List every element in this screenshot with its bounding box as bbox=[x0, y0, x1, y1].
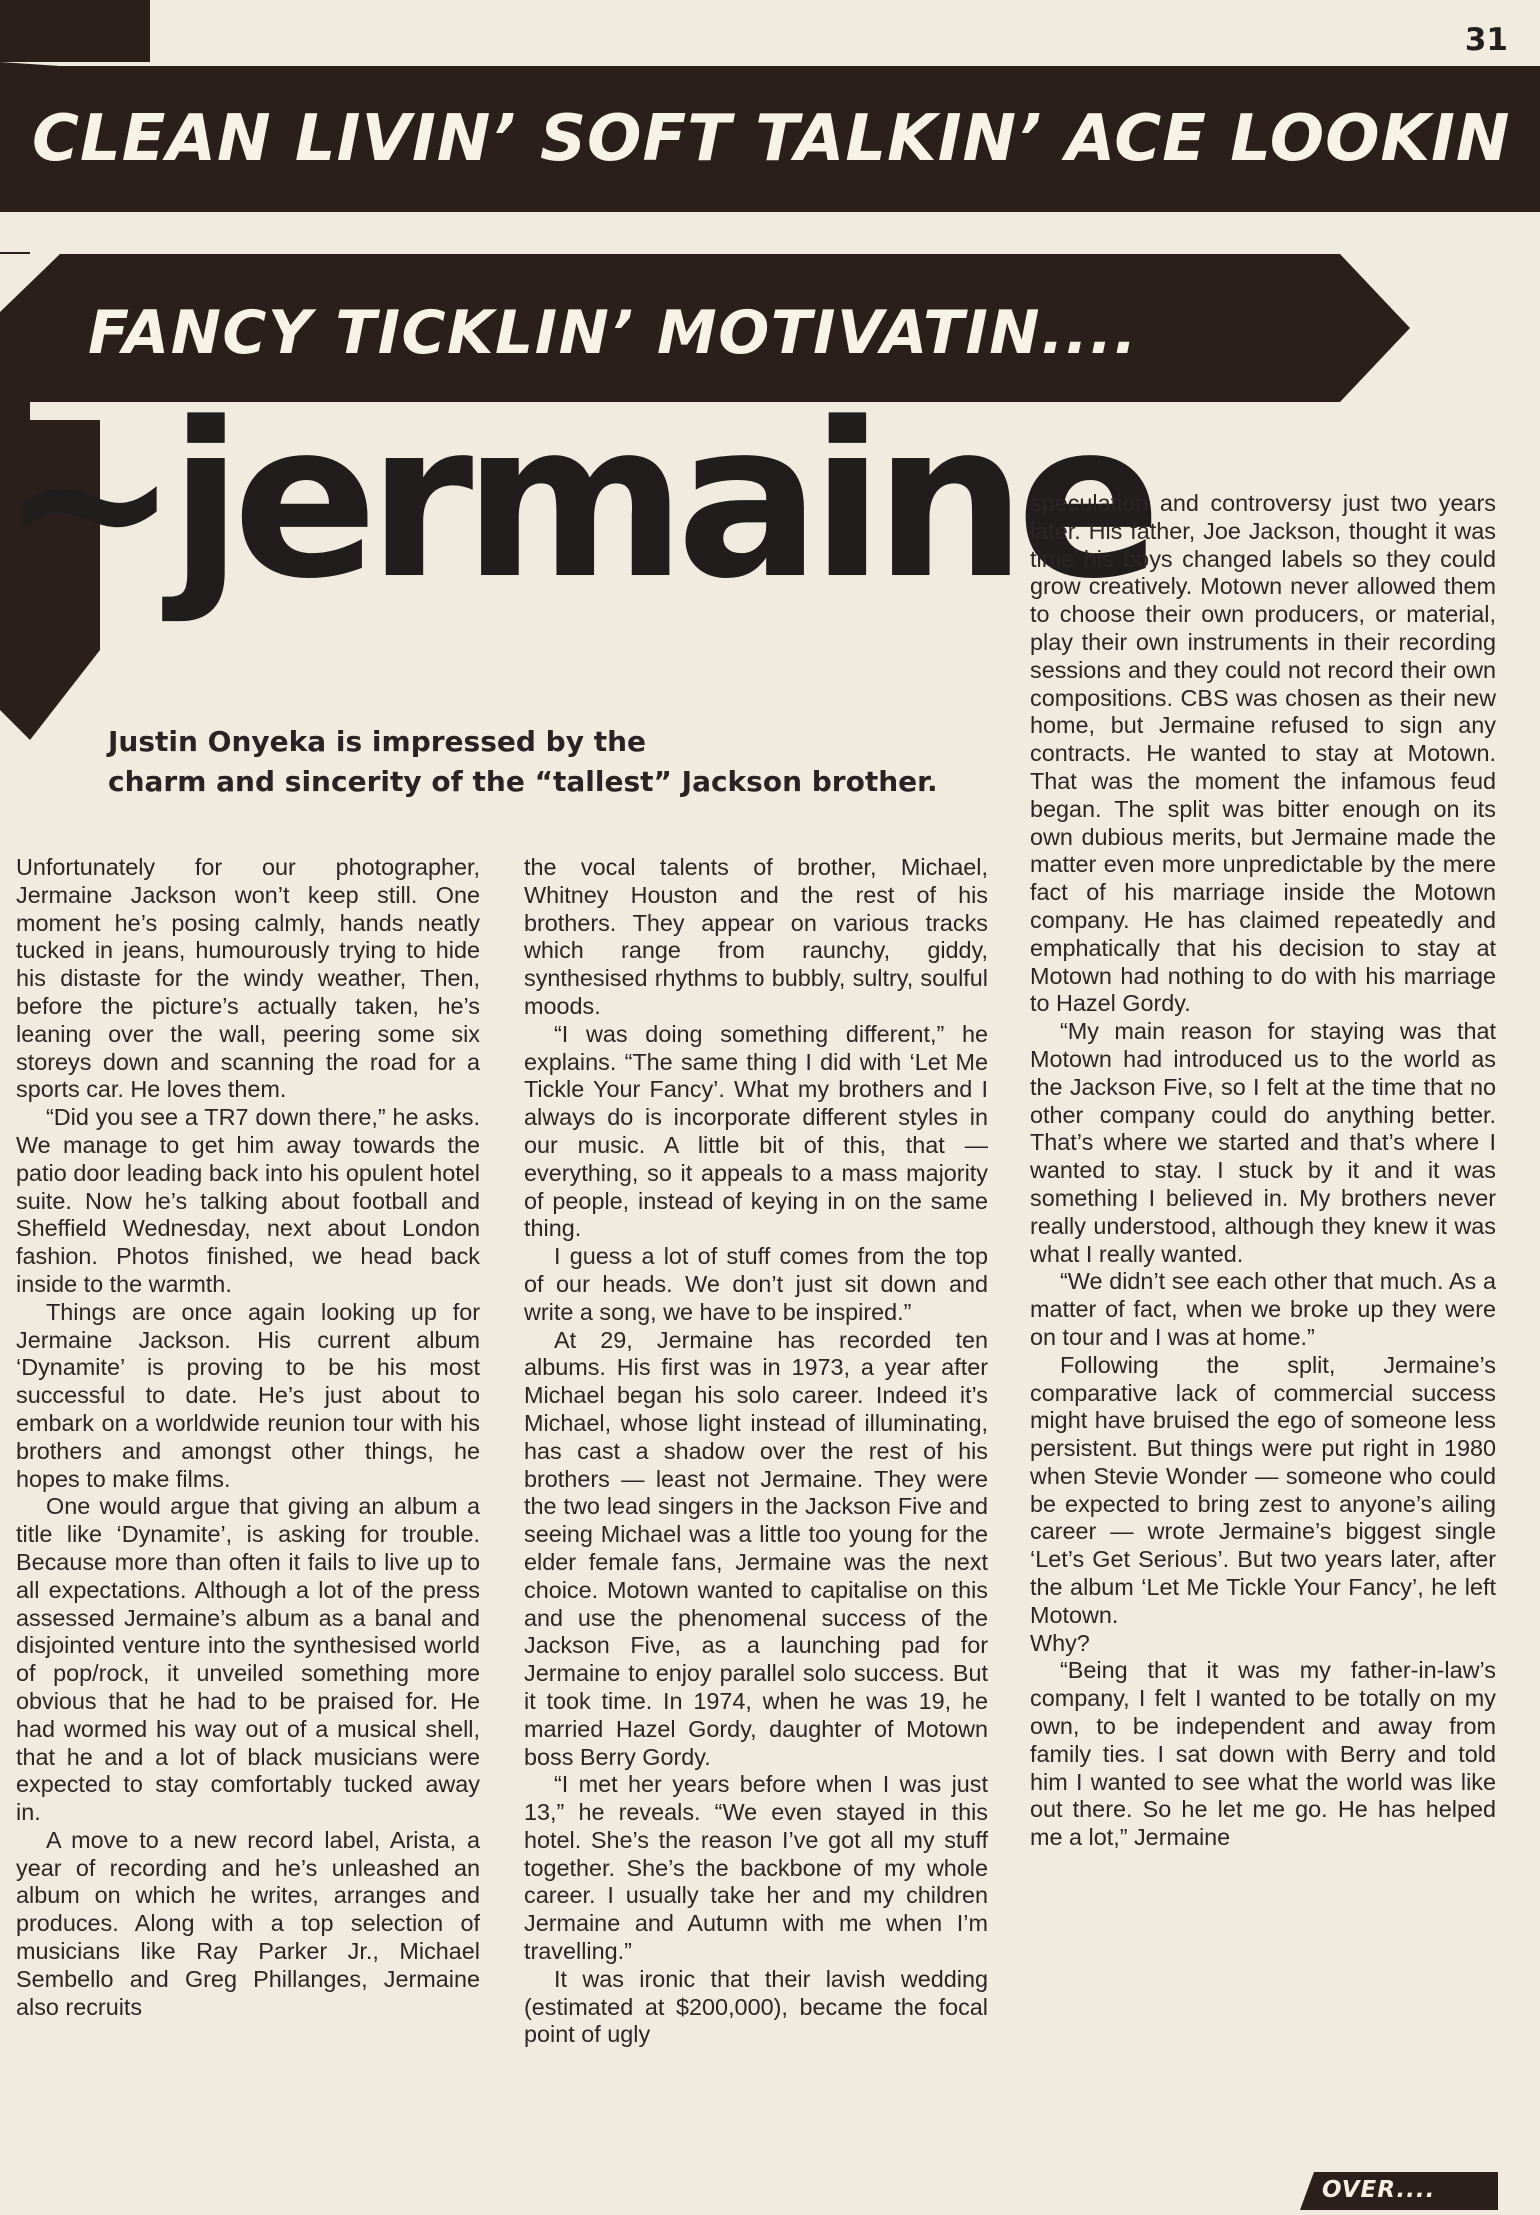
paragraph: “Did you see a TR7 down there,” he asks. We manage to get him away towards the patio door leading back into his opulent hotel suite. Now he’s talking about football and Sheffield Wednesday, next about London fashion. Photos finished, we head back inside to the warmth. bbox=[16, 1104, 480, 1297]
paragraph: the vocal talents of brother, Michael, Whitney Houston and the rest of his brothers. They appear on various tracks which range from raunchy, giddy, synthesised rhythms to bubbly, sultry, soulful moods. bbox=[524, 854, 988, 1019]
paragraph: At 29, Jermaine has recorded ten albums. His first was in 1973, a year after Michael began his solo career. Indeed it’s Michael, whose light instead of illuminating, has cast a shadow over the rest of his brothers — least not Jermaine. They were the two lead singers in the Jackson Five and seeing Michael was a little too young for the elder female fans, Jermaine was the next choice. Motown wanted to capitalise on this and use the phenomenal success of the Jackson Five, as a launching pad for Jermaine to enjoy parallel solo success. But it took time. In 1974, when he was 19, he married Hazel Gordy, daughter of Motown boss Berry Gordy. bbox=[524, 1326, 988, 1770]
paragraph: Things are once again looking up for Jermaine Jackson. His current album ‘Dynamite’ is proving to be his most successful to date. He’s just about to embark on a worldwide reunion tour with his brothers and amongst other things, he hopes to make films. bbox=[16, 1298, 480, 1492]
banner-text-2: FANCY TICKLIN’ MOTIVATIN.... bbox=[88, 298, 1139, 368]
paragraph: “We didn’t see each other that much. As a matter of fact, when we broke up they were on tour and I was at home.” bbox=[1030, 1268, 1496, 1350]
paragraph: “My main reason for staying was that Motown had introduced us to the world as the Jackson Five, so I felt at the time that no other company could do anything better. That’s where we started and that’s where I wanted to stay. I stuck by it and it was something I believed in. My brothers never really understood, although they knew it was what I really wanted. bbox=[1030, 1018, 1496, 1267]
paragraph: I guess a lot of stuff comes from the top of our heads. We don’t just sit down and write a song, we have to be inspired.” bbox=[524, 1243, 988, 1325]
article-column-3 bbox=[1030, 490, 1496, 2140]
paragraph: Following the split, Jermaine’s comparative lack of commercial success might have bruised the ego of someone less persistent. But things were put right in 1980 when Stevie Wonder — someone who could be expected to bring zest to anyone’s ailing career — wrote Jermaine’s biggest single ‘Let’s Get Serious’. But two years later, after the album ‘Let Me Tickle Your Fancy’, he left Motown. bbox=[1030, 1351, 1496, 1628]
banner-clean-livin bbox=[0, 62, 1540, 222]
paragraph: It was ironic that their lavish wedding (estimated at $200,000), became the focal point of ugly bbox=[524, 1965, 988, 2048]
top-chevron-decoration bbox=[0, 0, 160, 70]
paragraph: “Being that it was my father-in-law’s company, I felt I wanted to be totally on my own, to be independent and away from family ties. I sat down with Berry and told him I wanted to see what the world was like out there. So he let me go. He has helped me a lot,” Jermaine bbox=[1030, 1657, 1496, 1851]
paragraph: speculation and controversy just two years later. His father, Joe Jackson, thought it was time his boys changed labels so they could grow creatively. Motown never allowed them to choose their own producers, or material, play their own instruments in their recording sessions and they could not record their own compositions. CBS was chosen as their new home, but Jermaine refused to sign any contracts. He wanted to stay at Motown. That was the moment the infamous feud began. The split was bitter enough on its own dubious merits, but Jermaine made the matter even more unpredictable by the mere fact of his marriage inside the Motown company. He has claimed repeatedly and emphatically that his decision to stay at Motown had nothing to do with his marriage to Hazel Gordy. bbox=[1030, 490, 1496, 1017]
paragraph: One would argue that giving an album a title like ‘Dynamite’, is asking for trouble. Because more than often it fails to live up to all expectations. Although a lot of the press assessed Jermaine’s album as a banal and disjointed venture into the synthesised world of pop/rock, it unveiled something more obvious that he had to be praised for. He had wormed his way out of a musical shell, that he and a lot of black musicians were expected to stay comfortably tucked away in. bbox=[16, 1493, 480, 1826]
over-tag-label: OVER.... bbox=[1322, 2177, 1436, 2203]
standfirst bbox=[108, 722, 988, 802]
article-column-1 bbox=[16, 854, 480, 2215]
headline-jermaine: ~jermaine bbox=[0, 377, 1152, 626]
standfirst-line-1: Justin Onyeka is impressed by the bbox=[108, 725, 647, 758]
banner-text-1: CLEAN LIVIN’ SOFT TALKIN’ ACE LOOKIN bbox=[32, 102, 1511, 176]
standfirst-line-2: charm and sincerity of the “tallest” Jackson brother. bbox=[108, 765, 938, 798]
paragraph: “I met her years before when I was just 13,” he reveals. “We even stayed in this hotel. She’s the reason I’ve got all my stuff together. She’s the backbone of my whole career. I usually take her and my children Jermaine and Autumn with me when I’m travelling.” bbox=[524, 1771, 988, 1965]
paragraph: Why? bbox=[1030, 1629, 1090, 1656]
paragraph: A move to a new record label, Arista, a year of recording and he’s unleashed an album on which he writes, arranges and produces. Along with a top selection of musicians like Ray Parker Jr., Michael Sembello and Greg Phillanges, Jermaine also recruits bbox=[16, 1826, 480, 2020]
paragraph: Unfortunately for our photographer, Jermaine Jackson won’t keep still. One moment he’s posing calmly, hands neatly tucked in jeans, humourously trying to hide his distaste for the windy weather, Then, before the picture’s actually taken, he’s leaning over the wall, peering some six storeys down and scanning the road for a sports car. He loves them. bbox=[16, 854, 480, 1103]
page-number: 31 bbox=[1464, 22, 1508, 58]
continue-over-tag[interactable] bbox=[1300, 2172, 1498, 2210]
article-column-2 bbox=[524, 854, 988, 2215]
paragraph: “I was doing something different,” he explains. “The same thing I did with ‘Let Me Tickle Your Fancy’. What my brothers and I always do is incorporate different styles in our music. A little bit of this, that — everything, so it appeals to a mass majority of people, instead of keying in on the same thing. bbox=[524, 1020, 988, 1242]
